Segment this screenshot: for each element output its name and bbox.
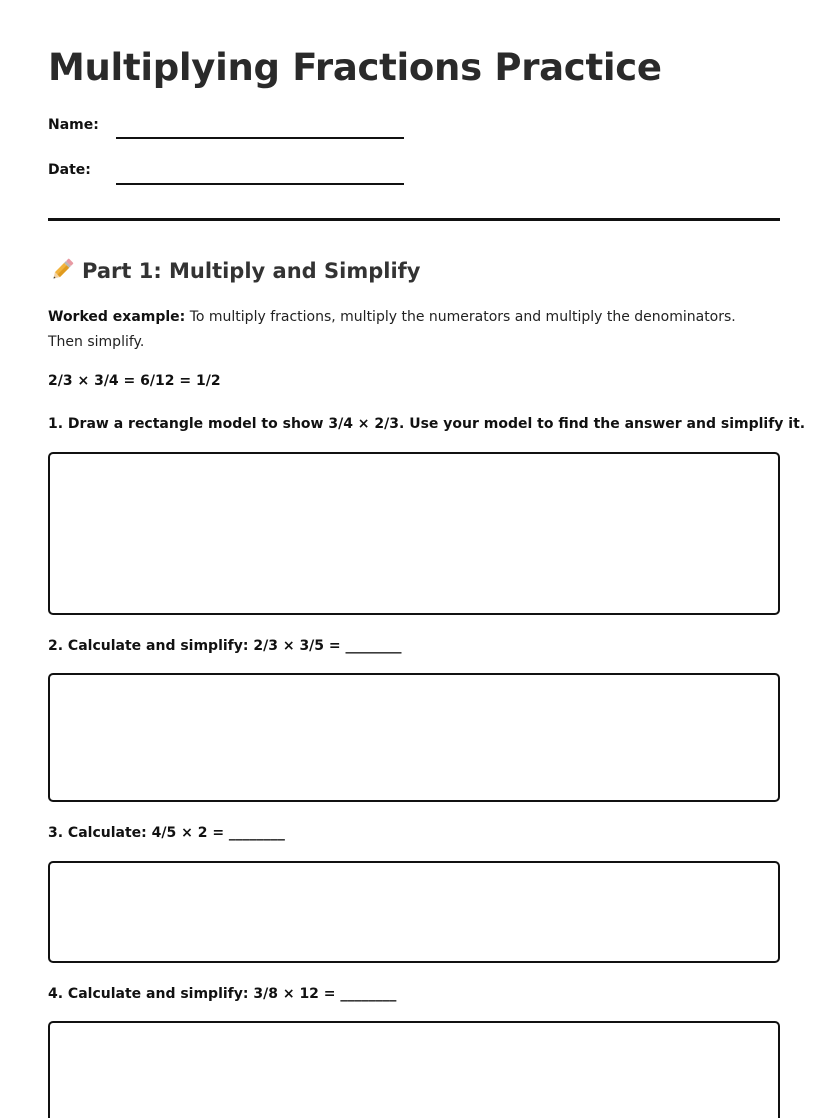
name-line[interactable] xyxy=(116,137,404,139)
worked-example-label: Worked example: xyxy=(48,309,186,325)
worked-example-text: To multiply fractions, multiply the numerators and multiply the denominators. Then simplify. xyxy=(48,309,736,350)
question-4: 4. Calculate and simplify: 3/8 × 12 = ________ xyxy=(48,986,397,1002)
answer-box-4[interactable] xyxy=(48,1021,780,1118)
answer-box-2[interactable] xyxy=(48,673,780,802)
pencil-icon xyxy=(48,256,76,284)
answer-box-1[interactable] xyxy=(48,452,780,615)
question-2: 2. Calculate and simplify: 2/3 × 3/5 = ________ xyxy=(48,638,402,654)
header-divider xyxy=(48,218,780,221)
question-1: 1. Draw a rectangle model to show 3/4 × 2/3. Use your model to find the answer and simplify it. xyxy=(48,416,806,432)
worked-example xyxy=(48,305,768,355)
worksheet-title: Multiplying Fractions Practice xyxy=(48,46,662,89)
worked-example-formula: 2/3 × 3/4 = 6/12 = 1/2 xyxy=(48,373,221,389)
date-line[interactable] xyxy=(116,183,404,185)
name-label: Name: xyxy=(48,117,99,133)
section-title-part1 xyxy=(48,256,420,284)
section-title-text: Part 1: Multiply and Simplify xyxy=(82,259,421,283)
question-3: 3. Calculate: 4/5 × 2 = ________ xyxy=(48,825,285,841)
date-label: Date: xyxy=(48,162,91,178)
answer-box-3[interactable] xyxy=(48,861,780,963)
